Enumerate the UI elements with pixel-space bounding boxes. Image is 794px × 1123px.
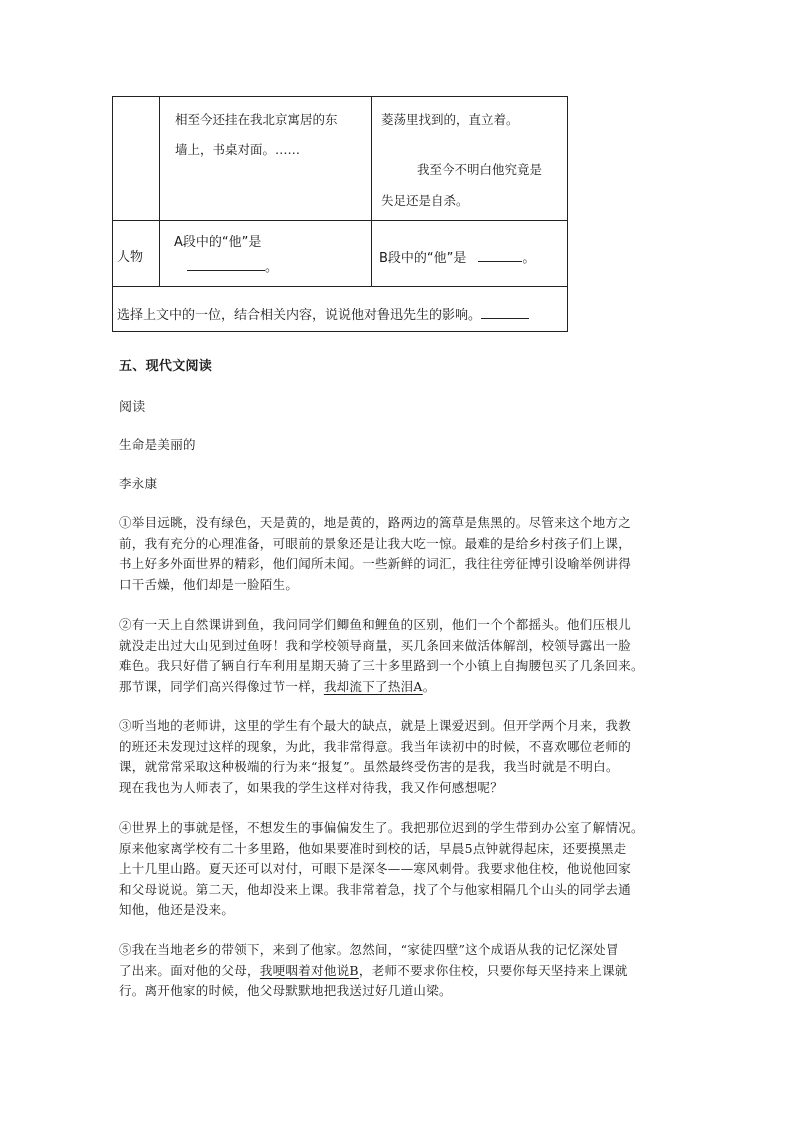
row2-col-a-text: A段中的“他”是 — [174, 235, 262, 250]
table-border-right — [567, 96, 568, 332]
paragraph-2-line-2: 就没走出过大山见到过鱼呀！我和学校领导商量，买几条回来做活体解剖，校领导露出一脸 — [119, 637, 632, 653]
paragraph-3-line-4: 现在我也为人师表了，如果我的学生这样对待我，我又作何感想呢？ — [119, 779, 504, 795]
paragraph-2-line-4 — [119, 677, 679, 698]
paragraph-4 — [119, 818, 679, 921]
paragraph-5-line-2-a: 了出来。面对他的父母， — [119, 962, 260, 978]
answer-blank-b[interactable] — [478, 248, 522, 262]
table-row-divider-2 — [112, 286, 568, 287]
row2-col-b-prompt — [379, 247, 535, 266]
paragraph-4-line-5: 知他，他还是没来。 — [119, 902, 235, 917]
paragraph-3-line-1: ③听当地的老师讲，这里的学生有个最大的缺点，就是上课爱迟到。但开学两个月来，我教 — [119, 718, 632, 733]
paragraph-5-line-3: 行。离开他家的时候，他父母默默地把我送过好几道山梁。 — [119, 983, 452, 998]
paragraph-3 — [119, 716, 679, 798]
underlined-sentence-a: 我却流下了热泪A — [323, 678, 423, 694]
article-author: 李永康 — [119, 476, 158, 491]
paragraph-1-line-2: 前，我有充分的心理准备，可眼前的景象还是让我大吃一惊。最难的是给乡村孩子们上课， — [119, 535, 632, 551]
article-title: 生命是美丽的 — [119, 437, 196, 452]
paragraph-4-line-2: 原来他家离学校有二十多里路，他如果要准时到校的话，早晨5点钟就得起床，还要摸黑走 — [119, 840, 627, 856]
row2-label: 人物 — [117, 250, 144, 265]
paragraph-3-line-2: 的班还未发现过这样的现象，为此，我非常得意。我当年读初中的时候，不喜欢哪位老师的 — [119, 738, 632, 754]
paragraph-3-line-3: 课，就常常采取这种极端的行为来“报复”。虽然最终受伤害的是我，我当时就是不明白。 — [119, 759, 619, 774]
answer-blank-a[interactable] — [187, 257, 265, 271]
paragraph-2-line-3: 难色。我只好借了辆自行车利用星期天骑了三十多里路到一个小镇上自掏腰包买了几条回来。 — [119, 658, 644, 673]
table-border-top — [112, 96, 568, 97]
row2-col-a-answer — [187, 256, 278, 275]
table-border-bottom — [112, 331, 568, 332]
paragraph-4-line-1: ④世界上的事就是怪，不想发生的事偏偏发生了。我把那位迟到的学生带到办公室了解情况。 — [119, 820, 644, 835]
row3-question-text: 选择上文中的一位，结合相关内容，说说他对鲁迅先生的影响。 — [117, 308, 482, 323]
paragraph-5-line-1: ⑤我在当地老乡的带领下，来到了他家。忽然间，“家徒四壁”这个成语从我的记忆深处冒 — [119, 942, 619, 957]
row1-col-a-line2: 墙上，书桌对面。…… — [175, 142, 301, 157]
paragraph-4-line-4: 和父母说说。第二天，他却没来上课。我非常着急，找了个与他家相隔几个山头的同学去通 — [119, 881, 632, 897]
paragraph-1-line-4: 口干舌燥，他们却是一脸陌生。 — [119, 576, 299, 592]
paragraph-2-line-4-b: 。 — [422, 678, 436, 694]
paragraph-1 — [119, 513, 679, 595]
row2-col-a-prompt — [174, 231, 261, 250]
reading-table — [112, 96, 568, 332]
row2-col-a-end: 。 — [265, 260, 279, 275]
row3-question — [117, 304, 529, 323]
row1-col-a-line1: 相至今还挂在我北京寓居的东 — [175, 112, 338, 127]
paragraph-2 — [119, 615, 679, 697]
paragraph-1-line-1: ①举目远眺，没有绿色，天是黄的，地是黄的，路两边的篙草是焦黑的。尽管来这个地方之 — [119, 515, 632, 530]
read-label: 阅读 — [119, 400, 146, 415]
table-border-left — [112, 96, 113, 332]
answer-blank-c[interactable] — [481, 305, 529, 319]
paragraph-2-line-1: ②有一天上自然课讲到鱼，我问同学们鲫鱼和鲤鱼的区别，他们一个个都摇头。他们压根儿 — [119, 617, 632, 632]
row1-col-b-line3: 失足还是自杀。 — [381, 193, 469, 208]
row2-col-b-end: 。 — [522, 251, 536, 266]
row1-col-b-line2: 我至今不明白他究竟是 — [417, 162, 543, 177]
paragraph-1-line-3: 书上好多外面世界的精彩，他们闻所未闻。一些新鲜的词汇，我往往旁征博引设喻举例讲得 — [119, 556, 632, 571]
table-col-divider-1 — [159, 96, 160, 287]
paragraph-5 — [119, 940, 679, 1002]
section-heading: 五、现代文阅读 — [119, 359, 213, 374]
paragraph-5-line-2 — [119, 961, 679, 982]
paragraph-4-line-3: 上十几里山路。夏天还可以对付，可眼下是深冬——寒风刺骨。我要求他住校，他说他回家 — [119, 861, 632, 876]
table-col-divider-2 — [371, 96, 372, 287]
row1-col-b-line1: 菱荡里找到的，直立着。 — [381, 112, 519, 127]
paragraph-5-line-2-b: ，老师不要求你住校，只要你每天坚持来上课就 — [358, 962, 628, 978]
underlined-sentence-b: 我哽咽着对他说B — [259, 962, 359, 978]
paragraph-2-line-4-a: 那节课，同学们高兴得像过节一样， — [119, 678, 324, 694]
table-row-divider-1 — [112, 220, 568, 221]
row2-col-b-text: B段中的“他”是 — [379, 251, 467, 266]
